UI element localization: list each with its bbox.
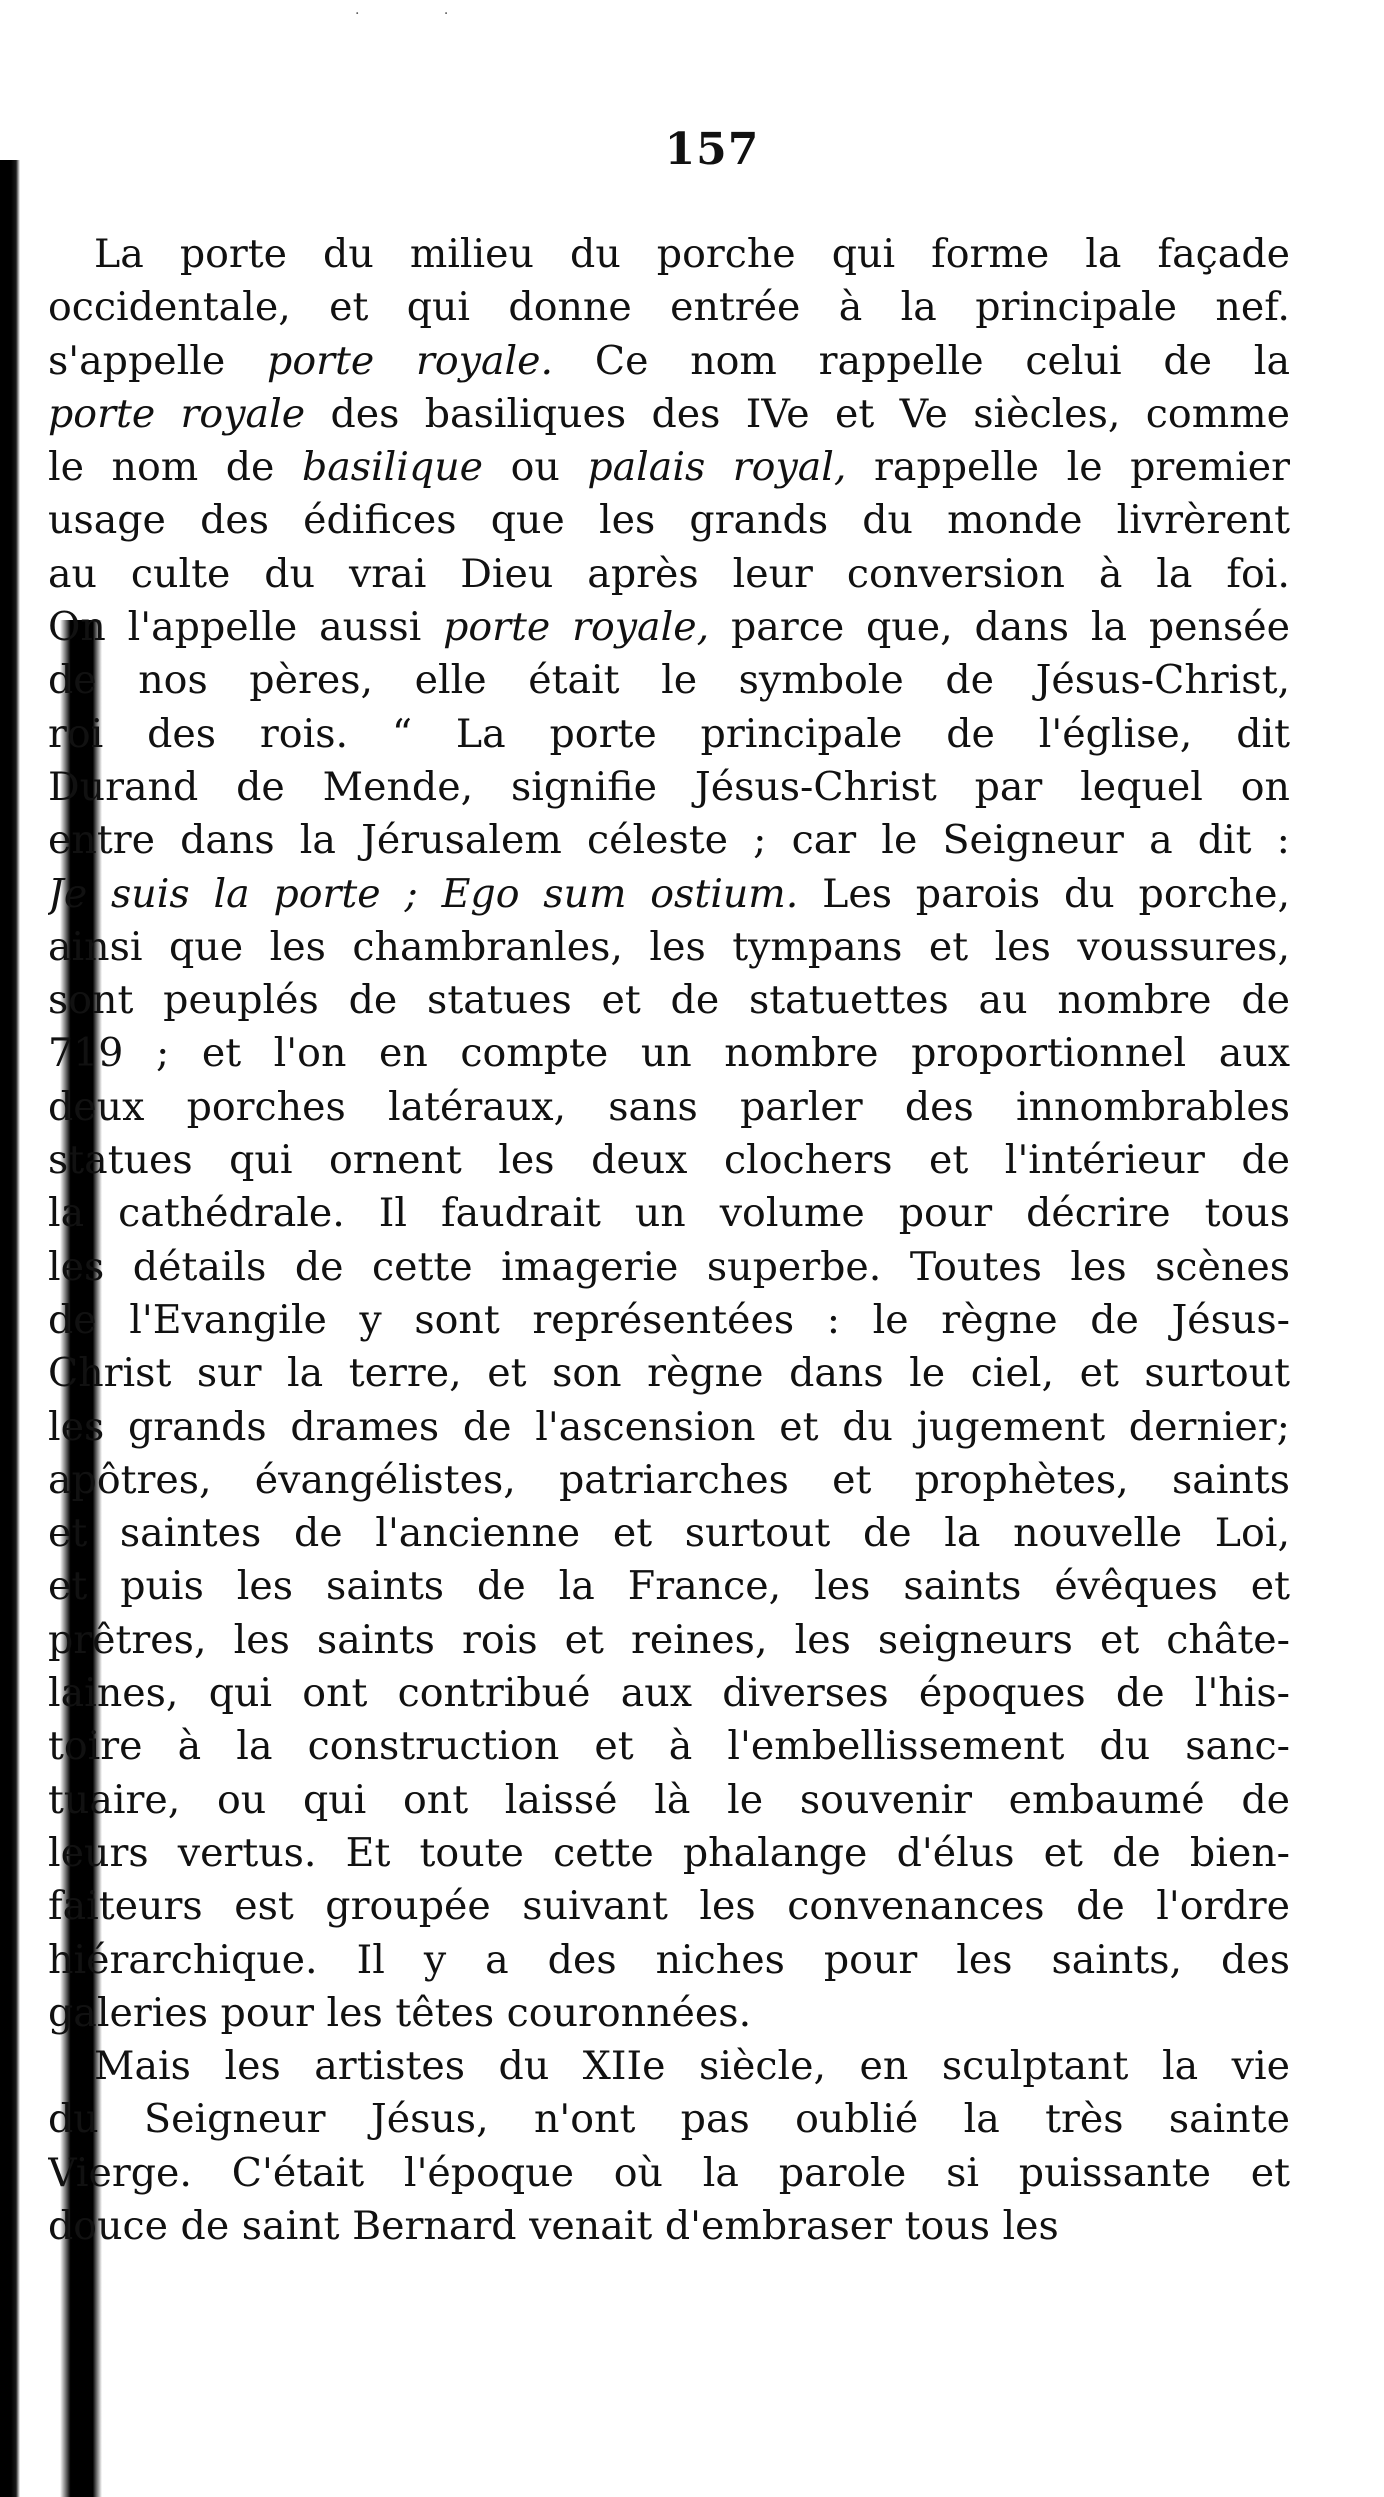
text-segment: Ce nom rappelle celui de la — [553, 337, 1290, 384]
text-line — [48, 335, 1290, 388]
text-segment: le nom de — [48, 444, 302, 491]
text-line — [48, 654, 1290, 707]
text-line — [48, 1987, 1290, 2040]
text-segment: prêtres, les saints rois et reines, les seigneurs et châte- — [48, 1616, 1290, 1663]
text-line — [48, 1134, 1290, 1187]
text-line — [48, 1401, 1290, 1454]
text-line — [48, 1667, 1290, 1720]
text-line — [48, 708, 1290, 761]
body-text — [48, 228, 1290, 2253]
text-line — [48, 228, 1290, 281]
italic-text: Je suis la porte ; Ego sum ostium. — [48, 870, 799, 917]
text-segment: du Seigneur Jésus, n'ont pas oublié la très sainte — [48, 2096, 1290, 2143]
text-line — [48, 1187, 1290, 1240]
text-segment: ainsi que les chambranles, les tympans et les voussures, — [48, 923, 1290, 970]
text-line — [48, 1027, 1290, 1080]
text-segment: roi des rois. “ La porte principale de l'église, dit — [48, 710, 1290, 757]
text-segment: Les parois du porche, — [798, 870, 1290, 917]
text-line — [48, 1347, 1290, 1400]
page-number: 157 — [664, 124, 760, 175]
text-segment: statues qui ornent les deux clochers et l'intérieur de — [48, 1137, 1290, 1184]
text-segment: leurs vertus. Et toute cette phalange d'élus et de bien- — [48, 1829, 1290, 1876]
text-line — [48, 921, 1290, 974]
text-segment: faiteurs est groupée suivant les convenances de l'ordre — [48, 1883, 1290, 1930]
text-segment: de l'Evangile y sont représentées : le règne de Jésus- — [48, 1296, 1290, 1343]
text-segment: rappelle le premier — [846, 444, 1290, 491]
text-segment: deux porches latéraux, sans parler des innombrables — [48, 1083, 1290, 1130]
text-line — [48, 974, 1290, 1027]
text-line — [48, 1294, 1290, 1347]
text-line — [48, 1774, 1290, 1827]
text-line — [48, 1241, 1290, 1294]
text-segment: s'appelle — [48, 337, 268, 384]
text-line — [48, 2093, 1290, 2146]
text-line — [48, 601, 1290, 654]
text-line — [48, 1081, 1290, 1134]
italic-text: porte royale, — [443, 604, 710, 651]
text-segment: sont peuplés de statues et de statuettes au nombre de — [48, 977, 1290, 1024]
text-segment: douce de saint Bernard venait d'embraser tous les — [48, 2202, 1059, 2249]
text-segment: Mais les artistes du XIIe siècle, en sculptant la vie — [94, 2043, 1290, 2090]
text-segment: entre dans la Jérusalem céleste ; car le Seigneur a dit : — [48, 817, 1290, 864]
text-segment: Christ sur la terre, et son règne dans le ciel, et surtout — [48, 1350, 1290, 1397]
text-segment: les grands drames de l'ascension et du jugement dernier; — [48, 1403, 1290, 1450]
text-line — [48, 2200, 1290, 2253]
text-segment: galeries pour les têtes couronnées. — [48, 1989, 752, 2036]
text-segment: hiérarchique. Il y a des niches pour les saints, des — [48, 1936, 1290, 1983]
text-line — [48, 868, 1290, 921]
text-line — [48, 814, 1290, 867]
text-segment: Durand de Mende, signifie Jésus-Christ par lequel on — [48, 763, 1290, 810]
text-segment: On l'appelle aussi — [48, 604, 444, 651]
text-segment: usage des édifices que les grands du monde livrèrent — [48, 497, 1290, 544]
text-line — [48, 1614, 1290, 1667]
text-line — [48, 2040, 1290, 2093]
text-segment: occidentale, et qui donne entrée à la principale nef. — [48, 284, 1290, 331]
text-line — [48, 281, 1290, 334]
text-line — [48, 761, 1290, 814]
text-segment: tuaire, ou qui ont laissé là le souvenir embaumé de — [48, 1776, 1290, 1823]
text-segment: les détails de cette imagerie superbe. Toutes les scènes — [48, 1243, 1290, 1290]
text-segment: de nos pères, elle était le symbole de Jésus-Christ, — [48, 657, 1290, 704]
text-segment: la cathédrale. Il faudrait un volume pour décrire tous — [48, 1190, 1290, 1237]
text-line — [48, 548, 1290, 601]
text-segment: La porte du milieu du porche qui forme la façade — [94, 231, 1290, 277]
text-segment: ou — [483, 444, 588, 491]
scan-marks: · · — [355, 6, 489, 22]
text-line — [48, 388, 1290, 441]
text-segment: et puis les saints de la France, les saints évêques et — [48, 1563, 1290, 1610]
text-segment: au culte du vrai Dieu après leur conversion à la foi. — [48, 550, 1290, 597]
italic-text: porte royale — [48, 390, 306, 437]
text-segment: Vierge. C'était l'époque où la parole si puissante et — [48, 2149, 1290, 2196]
text-line — [48, 1880, 1290, 1933]
text-segment: toire à la construction et à l'embellissement du sanc- — [48, 1723, 1290, 1770]
text-line — [48, 1507, 1290, 1560]
binding-shadow — [0, 160, 20, 2497]
text-segment: parce que, dans la pensée — [709, 604, 1290, 651]
text-segment: et saintes de l'ancienne et surtout de la nouvelle Loi, — [48, 1510, 1290, 1557]
text-line — [48, 1454, 1290, 1507]
text-segment: 719 ; et l'on en compte un nombre proportionnel aux — [48, 1030, 1290, 1077]
text-line — [48, 1560, 1290, 1613]
text-line — [48, 1827, 1290, 1880]
text-segment: laines, qui ont contribué aux diverses époques de l'his- — [48, 1670, 1290, 1717]
text-line — [48, 1720, 1290, 1773]
italic-text: palais royal, — [587, 444, 847, 491]
text-segment: apôtres, évangélistes, patriarches et prophètes, saints — [48, 1456, 1290, 1503]
text-line — [48, 441, 1290, 494]
text-line — [48, 1934, 1290, 1987]
text-line — [48, 494, 1290, 547]
italic-text: porte royale. — [267, 337, 554, 384]
italic-text: basilique — [301, 444, 484, 491]
text-line — [48, 2147, 1290, 2200]
text-segment: des basiliques des IVe et Ve siècles, comme — [305, 390, 1290, 437]
